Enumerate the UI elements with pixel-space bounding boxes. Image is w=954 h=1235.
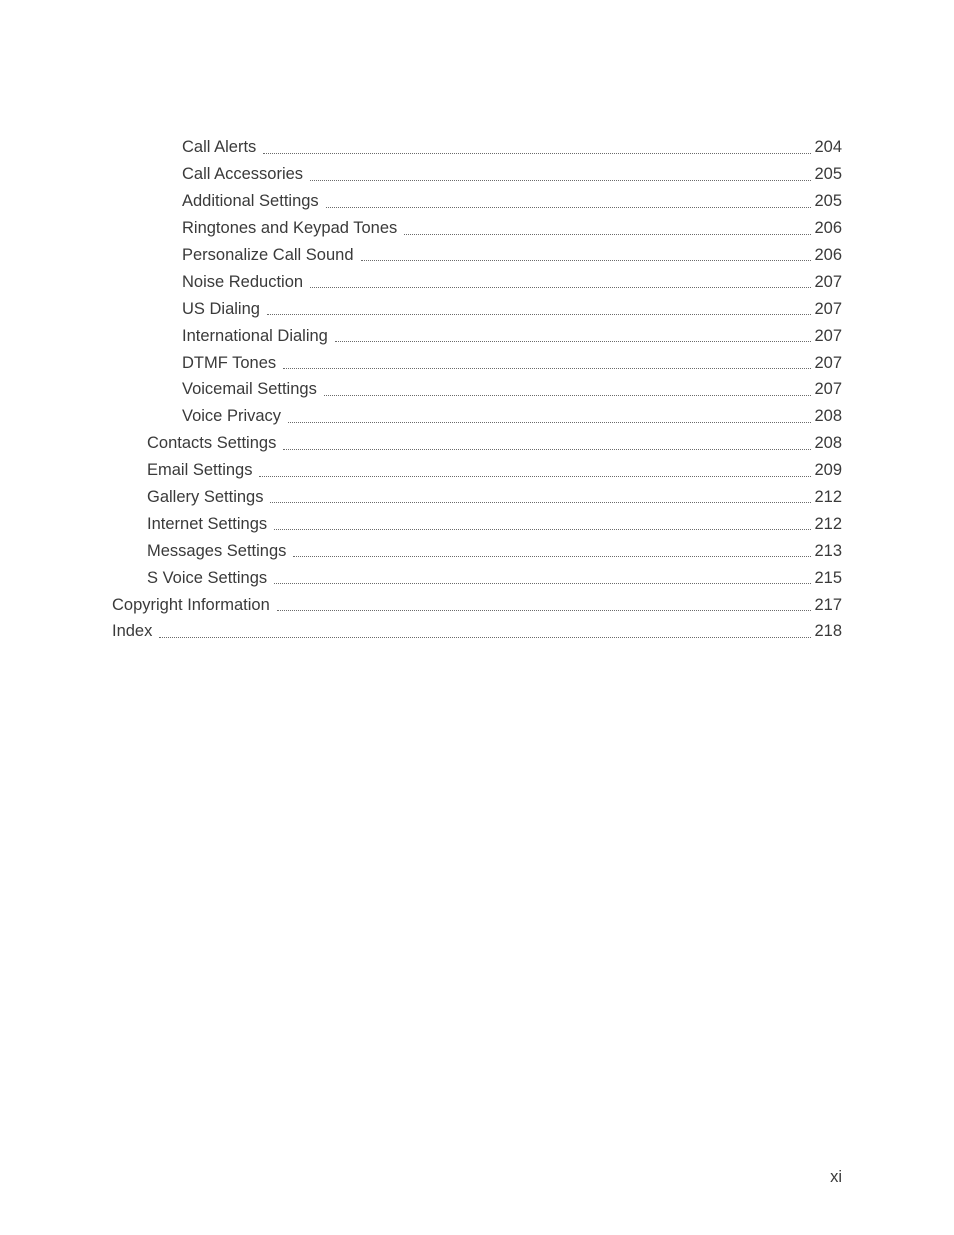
table-of-contents [0, 132, 954, 643]
toc-entry-page: 217 [814, 595, 842, 614]
toc-entry-page: 215 [814, 568, 842, 587]
toc-entry-messages-settings[interactable] [0, 535, 954, 562]
toc-entry-page: 209 [814, 461, 842, 480]
dot-leader [288, 421, 811, 423]
dot-leader [335, 340, 812, 342]
toc-entry-voicemail-settings[interactable] [0, 374, 954, 401]
toc-entry-label: Gallery Settings [147, 487, 264, 506]
toc-entry-page: 204 [814, 138, 842, 157]
toc-entry-label: Ringtones and Keypad Tones [182, 219, 398, 238]
toc-entry-page: 207 [814, 380, 842, 399]
toc-entry-label: Noise Reduction [182, 272, 304, 291]
toc-entry-label: Additional Settings [182, 192, 319, 211]
toc-entry-page: 205 [814, 165, 842, 184]
toc-entry-additional-settings[interactable] [0, 186, 954, 213]
toc-entry-label: US Dialing [182, 299, 260, 318]
dot-leader [324, 394, 812, 396]
toc-entry-page: 205 [814, 192, 842, 211]
toc-entry-label: Copyright Information [112, 595, 270, 614]
dot-leader [270, 501, 811, 503]
dot-leader [274, 582, 811, 584]
dot-leader [326, 206, 812, 208]
toc-entry-page: 206 [814, 219, 842, 238]
dot-leader [404, 233, 811, 235]
dot-leader [361, 259, 812, 261]
toc-entry-noise-reduction[interactable] [0, 266, 954, 293]
toc-entry-label: DTMF Tones [182, 353, 277, 372]
dot-leader [293, 555, 811, 557]
toc-entry-page: 212 [814, 487, 842, 506]
toc-entry-page: 206 [814, 245, 842, 264]
toc-entry-copyright-information[interactable] [0, 589, 954, 616]
toc-entry-page: 212 [814, 514, 842, 533]
toc-entry-voice-privacy[interactable] [0, 401, 954, 428]
toc-entry-label: Call Accessories [182, 165, 304, 184]
toc-entry-label: Personalize Call Sound [182, 245, 354, 264]
toc-entry-internet-settings[interactable] [0, 508, 954, 535]
toc-entry-personalize-call-sound[interactable] [0, 240, 954, 267]
toc-entry-label: Email Settings [147, 461, 253, 480]
dot-leader [263, 152, 811, 154]
toc-entry-page: 218 [814, 622, 842, 641]
toc-entry-dtmf-tones[interactable] [0, 347, 954, 374]
dot-leader [277, 609, 812, 611]
toc-entry-page: 208 [814, 434, 842, 453]
dot-leader [259, 475, 811, 477]
toc-entry-gallery-settings[interactable] [0, 482, 954, 509]
toc-entry-email-settings[interactable] [0, 455, 954, 482]
dot-leader [159, 636, 811, 638]
toc-entry-page: 213 [814, 541, 842, 560]
toc-entry-page: 207 [814, 326, 842, 345]
toc-entry-s-voice-settings[interactable] [0, 562, 954, 589]
toc-entry-label: Index [112, 622, 153, 641]
page-number: xi [830, 1168, 842, 1186]
toc-entry-page: 208 [814, 407, 842, 426]
dot-leader [310, 179, 811, 181]
toc-entry-label: Voice Privacy [182, 407, 282, 426]
toc-entry-contacts-settings[interactable] [0, 428, 954, 455]
toc-entry-page: 207 [814, 353, 842, 372]
toc-entry-call-accessories[interactable] [0, 159, 954, 186]
toc-entry-label: Internet Settings [147, 514, 268, 533]
dot-leader [267, 313, 812, 315]
toc-entry-label: Call Alerts [182, 138, 257, 157]
toc-entry-page: 207 [814, 272, 842, 291]
toc-entry-call-alerts[interactable] [0, 132, 954, 159]
dot-leader [274, 528, 811, 530]
toc-entry-label: Voicemail Settings [182, 380, 317, 399]
toc-entry-label: S Voice Settings [147, 568, 268, 587]
dot-leader [310, 286, 811, 288]
toc-entry-label: International Dialing [182, 326, 328, 345]
toc-entry-ringtones-and-keypad-tones[interactable] [0, 213, 954, 240]
dot-leader [283, 367, 811, 369]
toc-entry-us-dialing[interactable] [0, 293, 954, 320]
toc-entry-label: Contacts Settings [147, 434, 277, 453]
toc-entry-label: Messages Settings [147, 541, 287, 560]
toc-entry-international-dialing[interactable] [0, 320, 954, 347]
dot-leader [283, 448, 811, 450]
toc-entry-index[interactable] [0, 616, 954, 643]
toc-entry-page: 207 [814, 299, 842, 318]
